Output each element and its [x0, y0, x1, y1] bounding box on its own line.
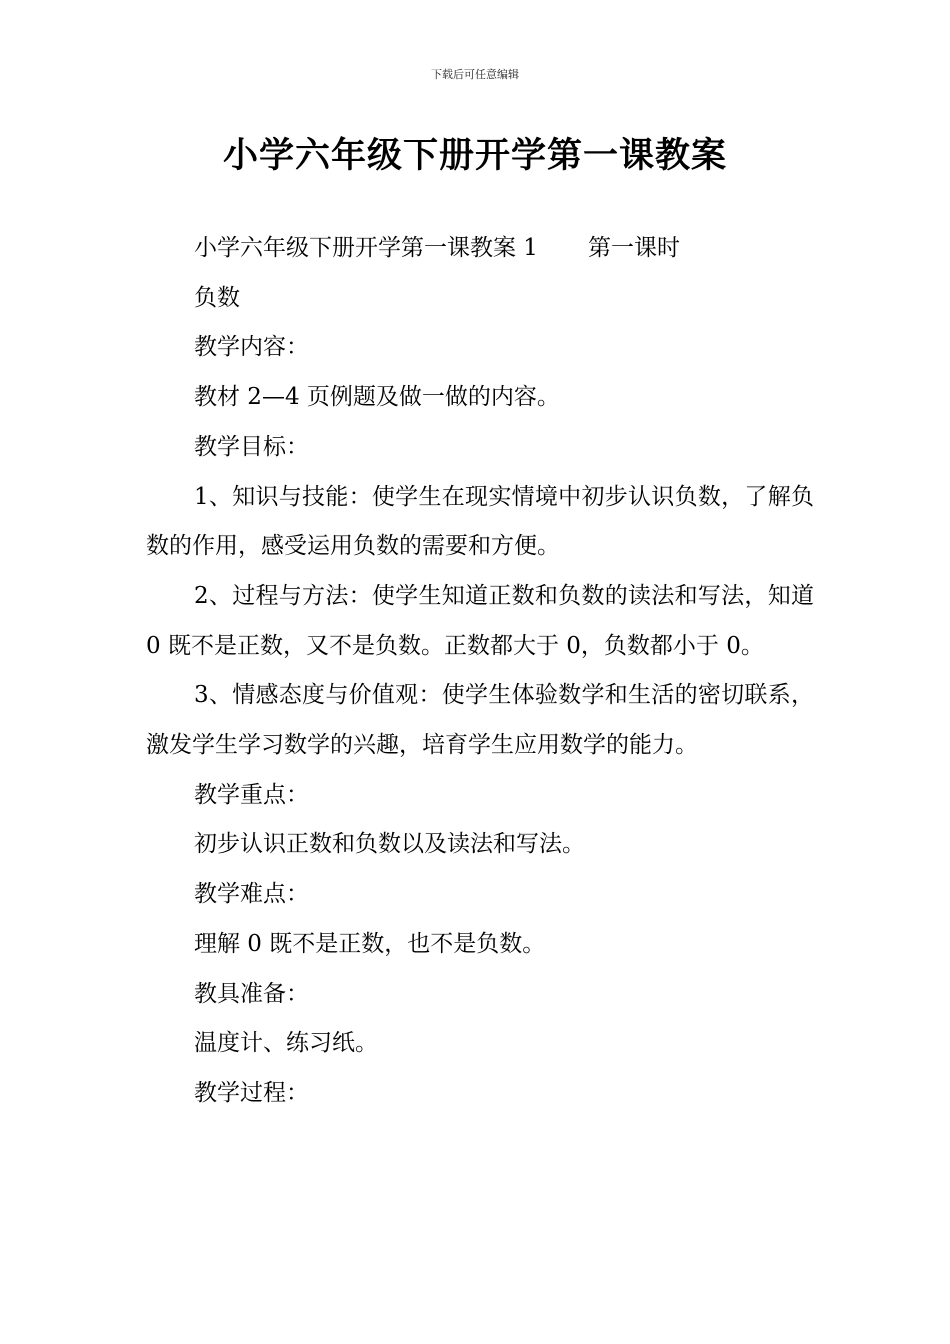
paragraph-materials: 温度计、练习纸。: [194, 1030, 378, 1057]
document-body: [146, 224, 814, 1119]
section-heading-process: 教学过程：: [194, 1079, 309, 1106]
topic: 负数: [194, 284, 240, 311]
goal-attitude: 3、情感态度与价值观：使学生体验数学和生活的密切联系，激发学生学习数学的兴趣，培育学生应用数学的能力。: [146, 682, 814, 759]
goal-process: 2、过程与方法：使学生知道正数和负数的读法和写法，知道 0 既不是正数，又不是负数。正数都大于 0，负数都小于 0。: [146, 582, 814, 659]
paragraph-difficulties: 理解 0 既不是正数，也不是负数。: [194, 930, 546, 957]
section-heading-content: 教学内容：: [194, 334, 309, 361]
section-heading-difficulties: 教学难点：: [194, 881, 309, 908]
section-heading-goals: 教学目标：: [194, 433, 309, 460]
section-heading-materials: 教具准备：: [194, 980, 309, 1007]
section-heading-key-points: 教学重点：: [194, 781, 309, 808]
document-title: 小学六年级下册开学第一课教案: [222, 135, 727, 176]
paragraph-content: 教材 2—4 页例题及做一做的内容。: [194, 384, 560, 411]
page-header: 下载后可任意编辑: [431, 68, 519, 81]
lesson-name: 小学六年级下册开学第一课教案 1: [194, 235, 538, 261]
lesson-heading: [146, 224, 814, 274]
lesson-period: 第一课时: [587, 235, 680, 261]
goal-knowledge: 1、知识与技能：使学生在现实情境中初步认识负数，了解负数的作用，感受运用负数的需要和方便。: [146, 483, 814, 560]
paragraph-key-points: 初步认识正数和负数以及读法和写法。: [194, 831, 585, 858]
